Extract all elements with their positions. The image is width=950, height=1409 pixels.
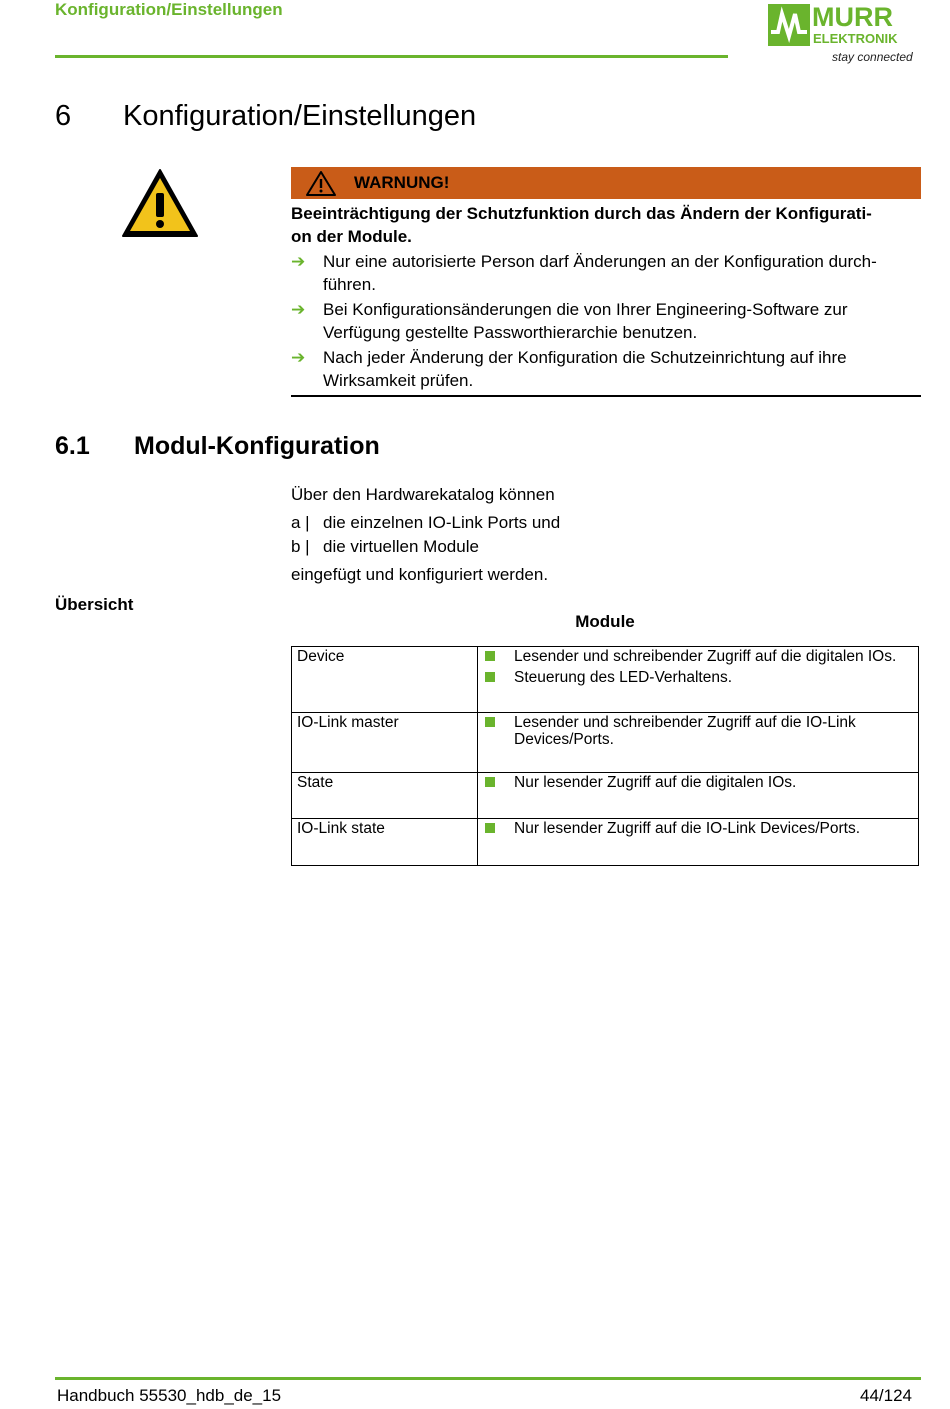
warning-action-text: Bei Konfigurationsänderungen die von Ihrer Engineering-Software zur <box>323 300 848 319</box>
logo-sub-text: ELEKTRONIK <box>813 31 898 46</box>
table-row <box>292 819 919 866</box>
list-item <box>485 820 916 837</box>
section-outro: eingefügt und konfiguriert werden. <box>291 565 549 584</box>
warning-action-list <box>291 250 923 394</box>
warning-action-item <box>291 250 923 296</box>
warning-action-text: Verfügung gestellte Passworthierarchie benutzen. <box>323 323 698 342</box>
footer-rule <box>55 1377 921 1380</box>
step-marker: a | <box>291 513 310 532</box>
arrow-right-icon: ➔ <box>291 300 306 319</box>
table-row <box>292 713 919 773</box>
warning-action-text: Nur eine autorisierte Person darf Änderungen an der Konfiguration durch- <box>323 252 877 271</box>
list-item-text: Steuerung des LED-Verhaltens. <box>514 669 732 686</box>
step-text: die virtuellen Module <box>323 537 479 556</box>
list-item-text: Nur lesender Zugriff auf die IO-Link Devices/Ports. <box>514 820 861 837</box>
step-marker: b | <box>291 537 310 556</box>
step-item <box>291 535 479 558</box>
table-row <box>292 773 919 819</box>
square-bullet-icon <box>485 672 495 682</box>
table-row <box>292 647 919 713</box>
chapter-number: 6 <box>55 100 72 132</box>
header-rule <box>55 55 728 58</box>
warning-action-text: Nach jeder Änderung der Konfiguration die Schutzeinrichtung auf ihre <box>323 348 847 367</box>
square-bullet-icon <box>485 777 495 787</box>
modules-table-caption: Module <box>575 612 635 631</box>
running-header-title: Konfiguration/Einstellungen <box>55 0 283 19</box>
module-name-cell: State <box>292 773 478 819</box>
warning-label: WARNUNG! <box>354 173 450 192</box>
step-text: die einzelnen IO-Link Ports und <box>323 513 561 532</box>
module-description-cell <box>478 773 919 819</box>
list-item-text: Nur lesender Zugriff auf die digitalen IOs. <box>514 774 797 791</box>
warning-action-item <box>291 346 923 392</box>
logo-tagline: stay connected <box>832 50 913 64</box>
list-item <box>485 648 916 665</box>
step-item <box>291 511 561 534</box>
list-item-text: Lesender und schreibender Zugriff auf die digitalen IOs. <box>514 648 897 665</box>
list-item-text: Lesender und schreibender Zugriff auf die IO-Link Devices/Ports. <box>514 714 856 748</box>
section-number: 6.1 <box>55 432 90 460</box>
warning-triangle-icon <box>120 167 200 239</box>
module-description-cell <box>478 713 919 773</box>
module-name-cell: Device <box>292 647 478 713</box>
square-bullet-icon <box>485 651 495 661</box>
arrow-right-icon: ➔ <box>291 252 306 271</box>
warning-headline <box>291 202 923 248</box>
module-name-cell: IO-Link state <box>292 819 478 866</box>
logo-brand-text: MURR <box>812 2 893 32</box>
overview-side-label: Übersicht <box>55 595 134 614</box>
square-bullet-icon <box>485 717 495 727</box>
footer-page-number: 44/124 <box>860 1386 912 1405</box>
modules-table <box>291 646 919 866</box>
warning-bottom-rule <box>291 395 921 397</box>
warning-action-text: führen. <box>323 275 376 294</box>
section-title: Modul-Konfiguration <box>134 432 380 460</box>
warning-banner <box>291 167 921 199</box>
list-item <box>485 774 916 791</box>
section-intro: Über den Hardwarekatalog können <box>291 485 555 504</box>
chapter-title: Konfiguration/Einstellungen <box>123 100 477 132</box>
module-description-cell <box>478 819 919 866</box>
module-name-cell: IO-Link master <box>292 713 478 773</box>
square-bullet-icon <box>485 823 495 833</box>
murr-elektronik-logo <box>768 4 918 68</box>
warning-headline-line: on der Module. <box>291 227 412 246</box>
footer-document-id: Handbuch 55530_hdb_de_15 <box>57 1386 282 1405</box>
list-item <box>485 669 916 686</box>
arrow-right-icon: ➔ <box>291 348 306 367</box>
list-item <box>485 714 916 748</box>
module-description-cell <box>478 647 919 713</box>
warning-action-text: Wirksamkeit prüfen. <box>323 371 474 390</box>
warning-headline-line: Beeinträchtigung der Schutzfunktion durch das Ändern der Konfigurati- <box>291 204 872 223</box>
murr-logo-mark-icon <box>768 4 810 46</box>
warning-small-icon <box>305 170 337 197</box>
warning-action-item <box>291 298 923 344</box>
